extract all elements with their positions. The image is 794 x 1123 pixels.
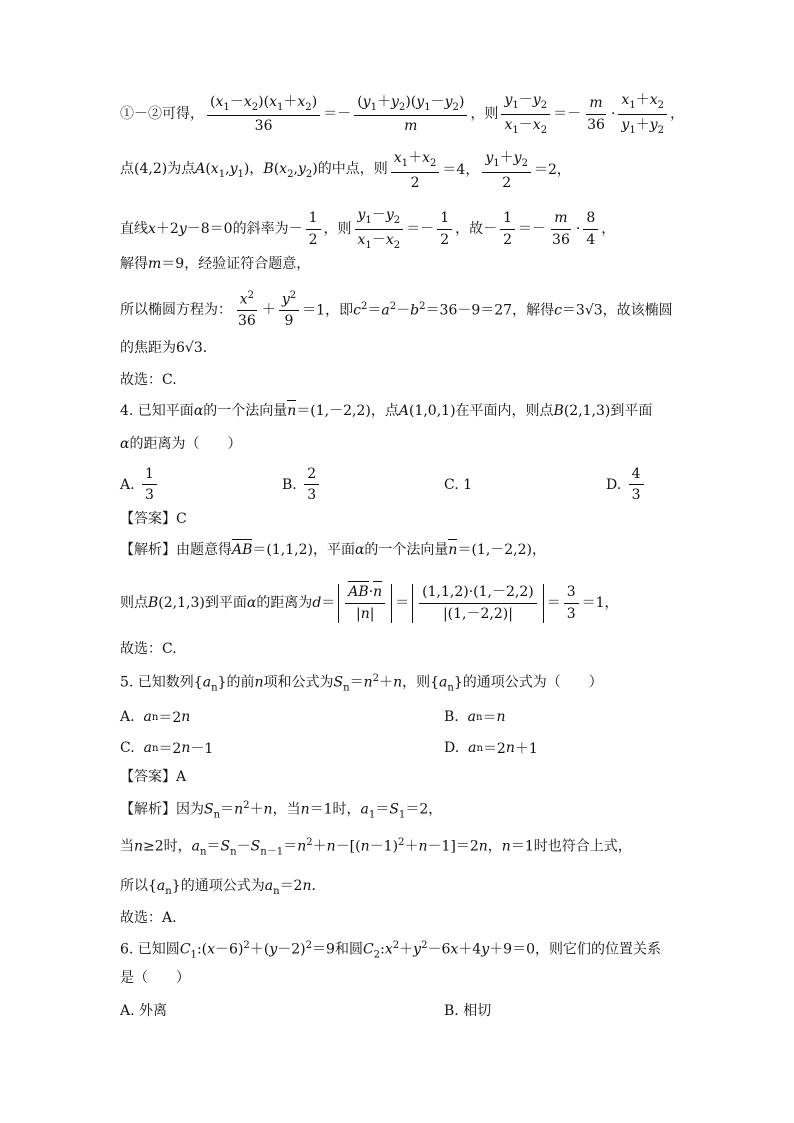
solution-line-3: 直线x＋2y－8＝0的斜率为－ $\frac{1}{2}$ ，则 $\frac{y_1-y_2}{x_1-x_2}$ ＝－ $\frac{1}{2}$ ，故－ $\frac{1}{2}$ ＝－ $\frac{m}{36}$ · $\frac{8}{4}$ ， xyxy=(120,207,616,251)
option-a: A. 外离 xyxy=(120,1003,168,1019)
option-d: D. $\frac{4}{3}$ xyxy=(606,466,647,503)
question-6-line-1: 6. 已知圆$C_1:(x-6)^2+(y-2)^2=9$和圆$C_2:x^2+y^2-6x+4y+9=0$，则它们的位置关系 xyxy=(120,940,661,961)
option-a: A. a n ＝2 n xyxy=(120,709,191,726)
solution-line-4: 解得m＝9，经验证符合题意， xyxy=(120,256,311,272)
option-d: D. a n ＝2 n ＋1 xyxy=(444,740,538,757)
solution-line-6: 的焦距为6√3． xyxy=(120,340,217,356)
question-5-explanation-2: 当n≥2时，$a_n=S_n-S_{n-1}=n^2+n-[(n-1)^2+n-1]=2n$，n＝1时也符合上式， xyxy=(120,837,632,858)
question-5-select: 故选：A. xyxy=(120,910,177,926)
option-b: B. 相切 xyxy=(444,1003,492,1019)
question-4-line-2: α的距离为（ ） xyxy=(120,436,242,452)
option-b: B. $\frac{2}{3}$ xyxy=(282,466,444,503)
question-6-options xyxy=(120,1000,694,1020)
answer-select-3: 故选：C. xyxy=(120,372,177,388)
question-5-answer: 【答案】A xyxy=(120,769,187,785)
question-5-options-row-1 xyxy=(120,707,694,727)
question-4-select: 故选：C. xyxy=(120,641,177,657)
solution-line-5: 所以椭圆方程为： $\frac{x^2}{36}$ ＋ $\frac{y^2}{9}$ ＝1，即$c^2=a^2-b^2=36-9=27$，解得c＝3√3，故该椭圆 xyxy=(120,290,673,330)
option-c: C. a n ＝2 n －1 xyxy=(120,740,214,757)
question-4-options xyxy=(120,466,694,503)
option-c: C. 1 xyxy=(444,476,473,493)
question-5: 5. 已知数列$\{a_n\}$的前n项和公式为$S_n=n^2+n$，则$\{a_n\}$的通项公式为（ ） xyxy=(120,673,603,694)
fraction: $\frac{(x_1-x_2)(x_1+x_2)}{36}$ xyxy=(207,94,320,136)
question-4-answer: 【答案】C xyxy=(120,511,187,527)
question-5-explanation-1: 【解析】因为$S_n=n^2+n$，当n＝1时，$a_1=S_1=2$， xyxy=(120,800,443,821)
question-5-explanation-3: 所以$\{a_n\}$的通项公式为$a_n=2n$． xyxy=(120,878,326,897)
question-4-explanation-1: 【解析】由题意得AB＝(1,1,2)，平面α的一个法向量n＝(1,－2,2)， xyxy=(120,542,546,558)
solution-line-2: 点(4,2)为点$A(x_1,y_1)$，$B(x_2,y_2)$的中点，则 $\frac{x_1+x_2}{2}$ ＝4， $\frac{y_1+y_2}{2}$ ＝2， xyxy=(120,150,571,191)
question-6-line-2: 是（ ） xyxy=(120,970,190,986)
solution-line-1: ①－②可得， $\frac{(x_1-x_2)(x_1+x_2)}{36}$ ＝－ $\frac{(y_1+y_2)(y_1-y_2)}{m}$ ，则 $\frac{y_1-y_2}{x_1-x_2}$ ＝－ $\frac{m}{36}$ · $\frac{x_1+x_2}{y_1+y_2}$ ， xyxy=(120,92,685,136)
option-a: A. $\frac{1}{3}$ xyxy=(120,466,282,503)
option-b: B. a n ＝ n xyxy=(444,709,506,726)
question-4-line-1: 4. 已知平面α的一个法向量n＝(1,－2,2)，点A(1,0,1)在平面内，则点B(2,1,3)到平面 xyxy=(120,403,653,419)
fraction: $\frac{(y_1+y_2)(y_1-y_2)}{m}$ xyxy=(354,94,467,136)
question-5-options-row-2 xyxy=(120,738,694,758)
question-4-explanation-2: 则点B(2,1,3)到平面α的距离为d＝ $\frac{AB\cdot n}{|n|}$ ＝ $\frac{(1,1,2)\cdot(1,-2,2)}{|(1,-2,2)|}$ ＝ $\frac{3}{3}$ ＝1， xyxy=(120,584,619,622)
